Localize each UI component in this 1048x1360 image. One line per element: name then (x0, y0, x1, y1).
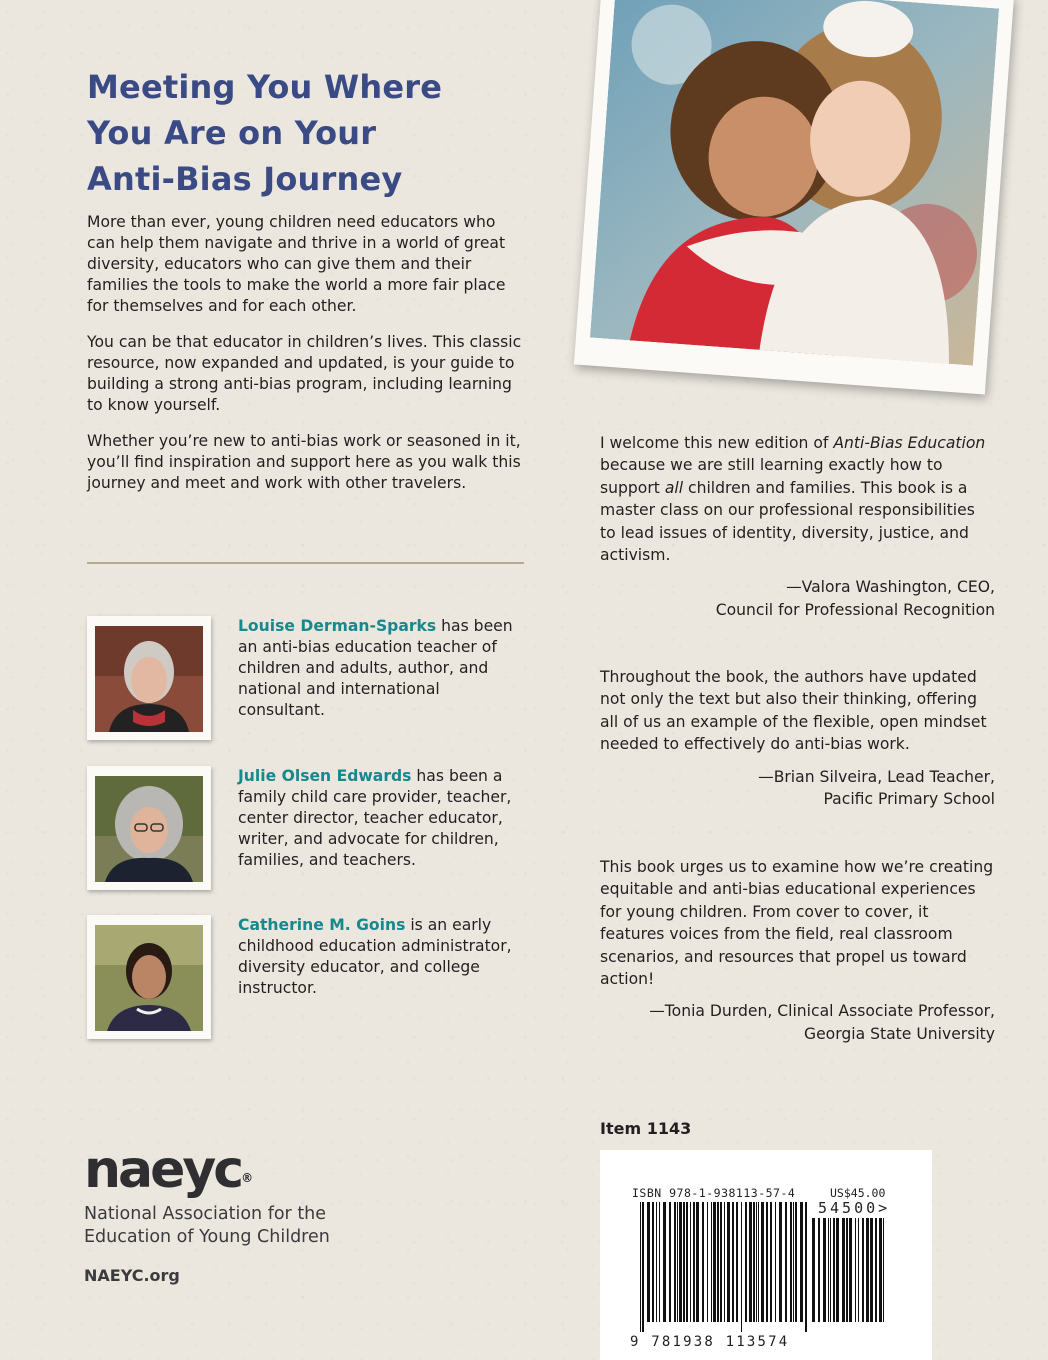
barcode-bar (842, 1218, 845, 1322)
barcode-bar (677, 1202, 678, 1322)
isbn-label: ISBN 978-1-938113-57-4 (632, 1186, 796, 1200)
attribution-line: Pacific Primary School (823, 790, 995, 809)
title-line-1: Meeting You Where (87, 68, 443, 106)
barcode-bar (761, 1202, 764, 1322)
testimonial-attribution (600, 766, 995, 811)
page-title (87, 64, 507, 202)
barcode-bar (690, 1202, 691, 1322)
barcode-bar (753, 1202, 755, 1322)
barcode-bar (647, 1202, 650, 1322)
barcode-bar (663, 1202, 666, 1322)
author-photo (95, 925, 203, 1031)
logo-wordmark: naeyc (84, 1140, 242, 1200)
barcode-bar (800, 1202, 803, 1322)
barcode-bar (790, 1202, 792, 1322)
price-code: 54500> (818, 1199, 891, 1217)
testimonial (600, 856, 995, 1045)
barcode-bar (795, 1202, 797, 1322)
author-name: Louise Derman-Sparks (238, 617, 437, 635)
barcode-bar (749, 1202, 752, 1322)
barcode-bar (836, 1218, 839, 1322)
author-bio-text: has been a family child care provider, teacher, center director, teacher educator, writer, and advocate for children, families, and teachers. (238, 767, 512, 869)
barcode-bar (805, 1202, 807, 1332)
author-photo-frame (87, 616, 211, 740)
barcode-bar (717, 1202, 719, 1322)
barcode-bar (793, 1202, 794, 1322)
attribution-line: —Tonia Durden, Clinical Associate Professor, (649, 1002, 995, 1021)
barcode-bar (686, 1202, 688, 1322)
barcode-bar (862, 1218, 864, 1322)
barcode-bar (766, 1202, 768, 1322)
barcode-bar (711, 1202, 712, 1322)
testimonial (600, 666, 995, 810)
author-photo (95, 626, 203, 732)
quote-segment: children and families. This book is a master class on our professional responsibilities to lead issues of identity, diversity, justice, and activism. (600, 478, 975, 565)
naeyc-logo (84, 1142, 253, 1198)
barcode-bar (812, 1218, 815, 1322)
author-bio (238, 616, 528, 721)
attribution-line: Georgia State University (804, 1024, 995, 1043)
barcode-bar (775, 1202, 776, 1322)
author-block (87, 616, 527, 744)
barcode-bar (707, 1202, 708, 1322)
barcode-bar (679, 1202, 682, 1322)
barcode-bar (669, 1202, 671, 1322)
barcode (600, 1150, 932, 1360)
registered-mark: ® (241, 1171, 254, 1185)
barcode-bar (818, 1218, 820, 1322)
barcode-bar (732, 1202, 734, 1322)
quote-segment: I welcome this new edition of (600, 434, 834, 452)
item-number: Item 1143 (600, 1119, 692, 1138)
barcode-bar (640, 1202, 641, 1332)
publisher-name-line: National Association for the (84, 1204, 327, 1224)
author-block (87, 766, 527, 894)
intro-paragraph: More than ever, young children need educators who can help them navigate and thrive in a world of great diversity, educators who can give them and their families the tools to make the world a more fair place for themselves and for each other. (87, 213, 506, 315)
testimonial-attribution (600, 1000, 995, 1045)
barcode-bar (713, 1202, 716, 1322)
barcode-bar (849, 1218, 852, 1322)
publisher-name-line: Education of Young Children (84, 1227, 330, 1247)
author-photo-frame (87, 766, 211, 890)
author-bio (238, 766, 528, 871)
emphasis: all (664, 478, 684, 497)
barcode-bar (696, 1202, 699, 1322)
barcode-bar (652, 1202, 654, 1322)
barcode-bar (745, 1202, 747, 1322)
barcode-bar (741, 1202, 742, 1332)
barcode-bar (866, 1218, 869, 1322)
author-bio (238, 915, 528, 999)
barcode-bar (785, 1202, 787, 1322)
intro-paragraph: Whether you’re new to anti-bias work or seasoned in it, you’ll find inspiration and support here as you walk this journey and meet and work with other travelers. (87, 432, 521, 492)
intro-paragraph: You can be that educator in children’s lives. This classic resource, now expanded and updated, is your guide to building a strong anti-bias program, including learning to know yourself. (87, 333, 522, 414)
barcode-bar (720, 1202, 722, 1322)
author-block (87, 915, 527, 1043)
cover-photo (590, 0, 999, 366)
barcode-bar (883, 1218, 884, 1322)
author-photo (95, 776, 203, 882)
barcode-bar (855, 1218, 856, 1322)
barcode-bar (702, 1202, 704, 1322)
barcode-bar (779, 1202, 782, 1322)
attribution-line: —Valora Washington, CEO, (786, 578, 995, 597)
barcode-bar (828, 1218, 829, 1322)
barcode-bar (659, 1202, 660, 1322)
barcode-bar (683, 1202, 685, 1322)
barcode-bar (693, 1202, 695, 1322)
author-name: Julie Olsen Edwards (238, 767, 412, 785)
barcode-bar (879, 1218, 882, 1322)
barcode-bar (830, 1218, 831, 1322)
barcode-bar (870, 1218, 873, 1322)
testimonial-attribution (600, 576, 995, 621)
barcode-bar (727, 1202, 730, 1322)
price-barcode-bars (812, 1218, 888, 1332)
author-bio-text: is an early childhood education administrator, diversity educator, and college instructor. (238, 916, 512, 997)
cover-photo-frame (574, 0, 1014, 395)
testimonial-text: Throughout the book, the authors have updated not only the text but also their thinking, offering all of us an example of the flexible, open mindset needed to effectively do anti-bias work. (600, 668, 987, 754)
quote-segment: because we are still learning exactly how to support (600, 456, 943, 497)
attribution-line: —Brian Silveira, Lead Teacher, (758, 767, 995, 786)
title-line-3: Anti-Bias Journey (87, 160, 403, 198)
barcode-bar (770, 1202, 772, 1322)
barcode-bar (724, 1202, 725, 1322)
barcode-bar (858, 1218, 859, 1322)
barcode-bar (758, 1202, 759, 1322)
barcode-bar (846, 1218, 848, 1322)
intro-text (87, 212, 527, 509)
section-divider (87, 562, 524, 564)
barcode-bar (833, 1218, 835, 1322)
price-label: US$45.00 (830, 1186, 886, 1200)
title-line-2: You Are on Your (87, 114, 377, 152)
barcode-bar (736, 1202, 738, 1322)
attribution-line: Council for Professional Recognition (715, 600, 995, 619)
barcode-bar (642, 1202, 644, 1332)
barcode-bar (674, 1202, 676, 1322)
isbn-barcode-bars (640, 1202, 808, 1332)
barcode-bar (875, 1218, 877, 1322)
isbn-number: 9 781938 113574 (630, 1334, 790, 1350)
publisher-name (84, 1203, 330, 1249)
barcode-bar (756, 1202, 757, 1322)
publisher-url[interactable]: NAEYC.org (84, 1266, 180, 1285)
testimonial-text: This book urges us to examine how we’re creating equitable and anti-bias educational experiences for young children. From cover to cover, it features voices from the field, real classroom scenarios, and resources that propel us toward action! (600, 858, 994, 989)
book-title: Anti-Bias Education (833, 434, 986, 452)
barcode-bar (656, 1202, 657, 1322)
author-bio-text: has been an anti-bias education teacher of children and adults, author, and national and international consultant. (238, 617, 513, 719)
author-photo-frame (87, 915, 211, 1039)
barcode-bar (823, 1218, 826, 1322)
testimonial-text (600, 432, 995, 566)
testimonial (600, 432, 995, 621)
author-name: Catherine M. Goins (238, 916, 406, 934)
